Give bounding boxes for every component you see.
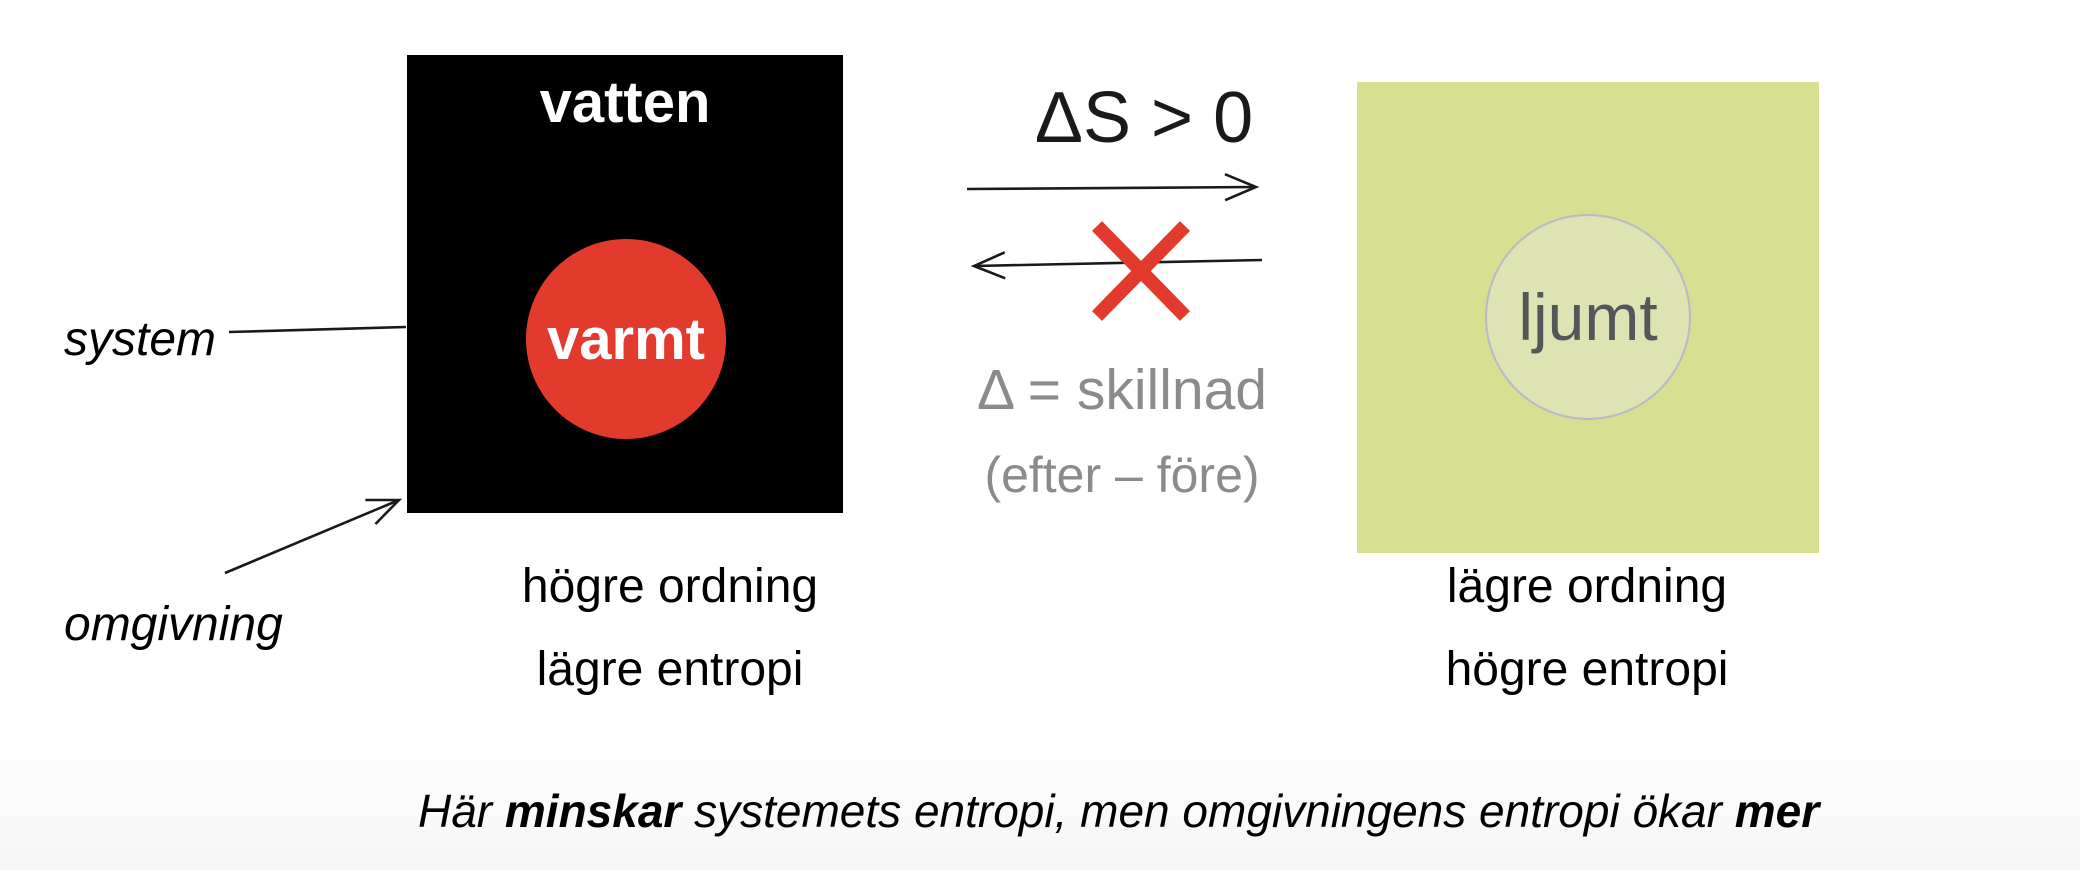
summary-bold-mer: mer — [1734, 785, 1820, 837]
after-state-square — [1357, 82, 1819, 553]
omgivning-label: omgivning — [64, 598, 283, 651]
warm-spot-label: varmt — [547, 306, 705, 372]
system-square-title: vatten — [539, 70, 711, 135]
entropy-equation: ΔS > 0 — [1034, 78, 1254, 158]
delta-definition: Δ = skillnad — [977, 358, 1267, 422]
delta-clarification: (efter – före) — [984, 447, 1260, 503]
after-caption-entropy: högre entropi — [1445, 643, 1729, 696]
system-caption-entropy: lägre entropi — [536, 643, 804, 696]
summary-part2: systemets entropi, men omgivningens entropi ökar — [681, 785, 1735, 837]
red-cross-stroke-2 — [1097, 226, 1185, 316]
reverse-arrow — [974, 260, 1262, 266]
system-caption-order: högre ordning — [521, 560, 819, 613]
forward-arrow — [967, 187, 1256, 189]
summary-part1: Här — [418, 785, 505, 837]
red-cross-icon — [1097, 226, 1185, 316]
system-pointer-line — [229, 327, 406, 332]
omgivning-pointer-arrow — [225, 500, 399, 573]
system-label: system — [64, 313, 217, 366]
summary-sentence — [418, 784, 1819, 838]
lukewarm-spot-label: ljumt — [1518, 280, 1658, 354]
after-caption-order: lägre ordning — [1446, 560, 1728, 613]
lukewarm-spot-circle — [1485, 214, 1691, 420]
red-cross-stroke-1 — [1097, 226, 1185, 316]
warm-spot-circle — [526, 239, 726, 439]
system-square — [407, 55, 843, 513]
summary-bold-minskar: minskar — [504, 785, 682, 837]
